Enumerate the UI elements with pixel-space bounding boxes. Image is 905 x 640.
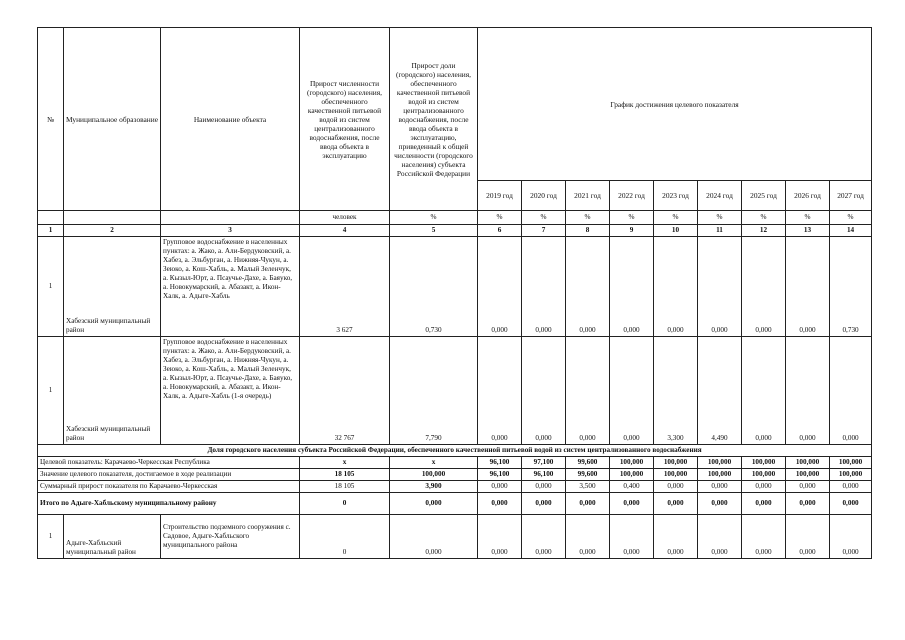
year-value: 0,000 (786, 493, 830, 515)
unit-percent: % (830, 211, 872, 225)
share-value: 7,790 (390, 337, 478, 445)
year-value: 0,000 (742, 237, 786, 337)
year-header: 2025 год (742, 181, 786, 211)
unit-percent: % (654, 211, 698, 225)
object-cell: Групповое водоснабжение в населенных пунктах: а. Жако, а. Али-Бердуковский, а. Хабез, а. Эльбурган, а. Нижняя-Чукун, а. Зеюко, а. Кош-Хабль, а. Малый Зеленчук, а. Кызыл-Юрт, а. Псаучье-Дахе, а. Баяуко, а. Новокумарский, а. Абазакт, а. Икон-Халк, а. Адыге-Хабль (1-я очередь) (161, 337, 300, 445)
year-value: 0,000 (786, 515, 830, 559)
header-schedule: График достижения целевого показателя (478, 28, 872, 181)
summary-label: Целевой показатель: Карачаево-Черкесская Республика (38, 457, 300, 469)
summary-label: Суммарный прирост показателя по Карачаево-Черкесская (38, 481, 300, 493)
year-value: 0,730 (830, 237, 872, 337)
year-header: 2022 год (610, 181, 654, 211)
row-number: 1 (38, 237, 64, 337)
municipality-cell: Адыге-Хабльский муниципальный район (64, 515, 161, 559)
year-value: 100,000 (654, 469, 698, 481)
municipality-cell: Хабезский муниципальный район (64, 337, 161, 445)
total-row (38, 493, 872, 515)
year-value: 0,000 (742, 337, 786, 445)
share-value: 0,000 (390, 515, 478, 559)
column-number: 1 (38, 225, 64, 237)
header-population-growth: Прирост численности (городского) населения, обеспеченного качественной питьевой водой из систем централизованного водоснабжения, после ввода объекта в эксплуатацию (300, 28, 390, 211)
year-value: 100,000 (698, 457, 742, 469)
year-header: 2023 год (654, 181, 698, 211)
summary-v5: х (390, 457, 478, 469)
header-no: № (38, 28, 64, 211)
column-numbers-row (38, 225, 872, 237)
year-value: 96,100 (522, 469, 566, 481)
year-value: 4,490 (698, 337, 742, 445)
unit-percent: % (478, 211, 522, 225)
year-value: 0,000 (786, 237, 830, 337)
total-v5: 0,000 (390, 493, 478, 515)
unit-percent: % (610, 211, 654, 225)
column-number: 12 (742, 225, 786, 237)
year-value: 0,000 (522, 515, 566, 559)
municipality-cell: Хабезский муниципальный район (64, 237, 161, 337)
year-value: 100,000 (610, 457, 654, 469)
column-number: 2 (64, 225, 161, 237)
column-number: 14 (830, 225, 872, 237)
year-value: 3,300 (654, 337, 698, 445)
year-value: 0,000 (566, 237, 610, 337)
year-value: 0,000 (654, 481, 698, 493)
year-value: 0,000 (522, 493, 566, 515)
year-value: 0,000 (478, 481, 522, 493)
unit-percent: % (742, 211, 786, 225)
year-value: 99,600 (566, 469, 610, 481)
column-number: 7 (522, 225, 566, 237)
summary-row (38, 469, 872, 481)
table-row (38, 237, 872, 337)
year-value: 0,000 (566, 515, 610, 559)
year-value: 100,000 (698, 469, 742, 481)
year-value: 0,000 (830, 337, 872, 445)
year-value: 3,500 (566, 481, 610, 493)
year-value: 0,000 (698, 515, 742, 559)
column-number: 3 (161, 225, 300, 237)
summary-row (38, 457, 872, 469)
column-number: 9 (610, 225, 654, 237)
year-value: 0,000 (610, 493, 654, 515)
year-value: 0,000 (698, 493, 742, 515)
summary-row (38, 481, 872, 493)
year-value: 100,000 (742, 457, 786, 469)
year-value: 0,000 (610, 237, 654, 337)
year-value: 100,000 (742, 469, 786, 481)
year-value: 0,000 (742, 515, 786, 559)
unit-people: человек (300, 211, 390, 225)
header-municipality: Муниципальное образование (64, 28, 161, 211)
population-value: 0 (300, 515, 390, 559)
year-value: 0,000 (610, 337, 654, 445)
column-number: 11 (698, 225, 742, 237)
summary-v4: 18 105 (300, 469, 390, 481)
year-value: 0,000 (522, 337, 566, 445)
year-value: 0,000 (654, 493, 698, 515)
year-value: 0,000 (566, 493, 610, 515)
column-number: 5 (390, 225, 478, 237)
year-value: 96,100 (478, 469, 522, 481)
year-value: 0,000 (610, 515, 654, 559)
section-title: Доля городского населения субъекта Российской Федерации, обеспеченного качественной питьевой водой из систем централизованного водоснабжения (38, 445, 872, 457)
header-share-growth: Прирост доли (городского) населения, обеспеченного качественной питьевой водой из систем централизованного водоснабжения, после ввода объекта в эксплуатацию, приведенный к общей численности (городского населения) субъекта Российской Федерации (390, 28, 478, 211)
unit-percent: % (698, 211, 742, 225)
year-value: 97,100 (522, 457, 566, 469)
column-number: 4 (300, 225, 390, 237)
year-value: 0,000 (522, 481, 566, 493)
year-value: 0,000 (654, 237, 698, 337)
total-label: Итого по Адыге-Хабльскому муниципальному району (38, 493, 300, 515)
year-value: 100,000 (830, 457, 872, 469)
population-value: 32 767 (300, 337, 390, 445)
year-value: 0,000 (478, 237, 522, 337)
year-value: 0,400 (610, 481, 654, 493)
document-table (37, 27, 872, 559)
object-cell: Групповое водоснабжение в населенных пунктах: а. Жако, а. Али-Бердуковский, а. Хабез, а. Эльбурган, а. Нижняя-Чукун, а. Зеюко, а. Кош-Хабль, а. Малый Зеленчук, а. Кызыл-Юрт, а. Псаучье-Дахе, а. Баяуко, а. Новокумарский, а. Абазакт, а. Икон-Халк, а. Адыге-Хабль (161, 237, 300, 337)
summary-label: Значение целевого показателя, достигаемое в ходе реализации (38, 469, 300, 481)
unit-percent: % (390, 211, 478, 225)
year-value: 0,000 (742, 481, 786, 493)
row-number: 1 (38, 337, 64, 445)
year-value: 100,000 (830, 469, 872, 481)
year-header: 2024 год (698, 181, 742, 211)
year-value: 0,000 (522, 237, 566, 337)
column-number: 10 (654, 225, 698, 237)
year-value: 0,000 (478, 337, 522, 445)
year-header: 2027 год (830, 181, 872, 211)
unit-percent: % (522, 211, 566, 225)
column-number: 13 (786, 225, 830, 237)
year-value: 0,000 (478, 515, 522, 559)
year-header: 2020 год (522, 181, 566, 211)
year-value: 0,000 (566, 337, 610, 445)
year-value: 0,000 (786, 337, 830, 445)
year-value: 0,000 (478, 493, 522, 515)
summary-v4: 18 105 (300, 481, 390, 493)
year-value: 100,000 (786, 457, 830, 469)
object-cell: Строительство подземного сооружения с. Садовое, Адыге-Хабльского муниципального района (161, 515, 300, 559)
year-value: 0,000 (698, 481, 742, 493)
year-value: 96,100 (478, 457, 522, 469)
row-number: 1 (38, 515, 64, 559)
population-value: 3 627 (300, 237, 390, 337)
column-number: 8 (566, 225, 610, 237)
year-value: 99,600 (566, 457, 610, 469)
year-header: 2021 год (566, 181, 610, 211)
header-object-name: Наименование объекта (161, 28, 300, 211)
year-value: 0,000 (698, 237, 742, 337)
units-row (38, 211, 872, 225)
unit-percent: % (566, 211, 610, 225)
table-row (38, 337, 872, 445)
year-value: 100,000 (610, 469, 654, 481)
year-header: 2019 год (478, 181, 522, 211)
summary-v5: 100,000 (390, 469, 478, 481)
year-value: 0,000 (654, 515, 698, 559)
year-value: 0,000 (786, 481, 830, 493)
unit-percent: % (786, 211, 830, 225)
column-number: 6 (478, 225, 522, 237)
year-value: 100,000 (654, 457, 698, 469)
total-v4: 0 (300, 493, 390, 515)
year-value: 0,000 (830, 493, 872, 515)
summary-v4: х (300, 457, 390, 469)
year-value: 0,000 (830, 515, 872, 559)
year-value: 0,000 (830, 481, 872, 493)
year-header: 2026 год (786, 181, 830, 211)
section-row (38, 445, 872, 457)
year-value: 100,000 (786, 469, 830, 481)
share-value: 0,730 (390, 237, 478, 337)
table-row (38, 515, 872, 559)
summary-v5: 3,900 (390, 481, 478, 493)
year-value: 0,000 (742, 493, 786, 515)
